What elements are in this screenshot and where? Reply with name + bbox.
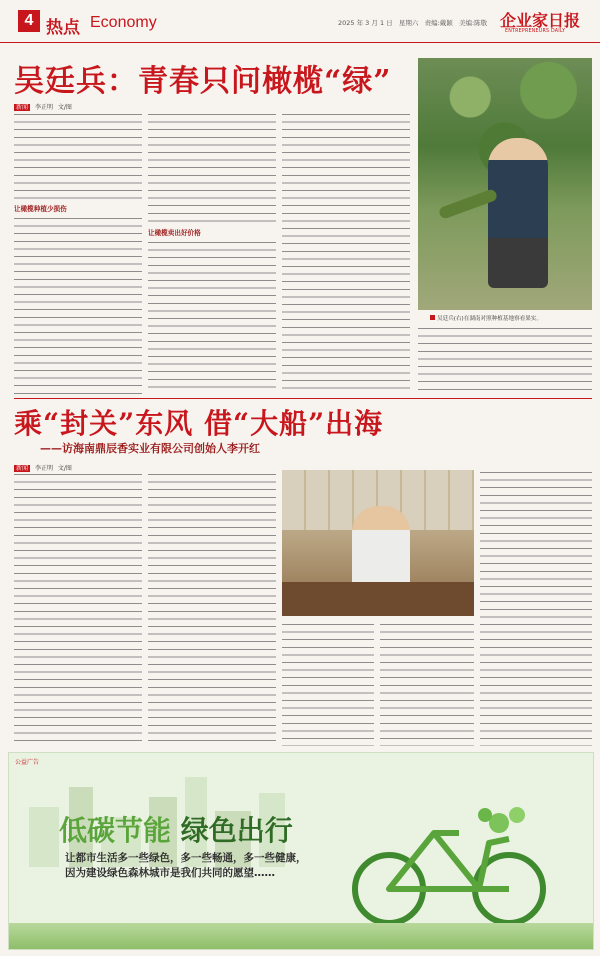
ground-grass [9,923,593,949]
article1-column-3 [282,112,410,394]
page-number: 4 [24,12,34,29]
text-block [480,470,592,746]
article2-column-5 [480,470,592,746]
ad-tag: 公益广告 [15,759,40,766]
public-service-ad [8,752,594,950]
ad-headline-dark: 绿色出行 [180,814,293,847]
article1-column-4 [418,326,592,394]
section-divider [14,398,592,399]
article1-subhead-1: 让橄榄种植少损伤 [14,205,67,213]
editor-name: 戴颖 [439,19,453,27]
text-block [14,472,142,746]
article2-column-1 [14,472,142,746]
paper-name: 企业家日报 [500,11,581,30]
person-figure [488,138,548,288]
page-header [0,0,600,46]
article2-column-4 [380,622,474,746]
text-block [418,326,592,394]
text-block [148,112,276,224]
desk [282,582,474,616]
article1-column-2 [148,112,276,394]
header-meta: 2025 年 3 月 1 日 星期六 责编:戴颖 美编:陈敬 [338,19,488,27]
ad-line-2: 因为建设绿色森林城市是我们共同的愿望…… [65,867,275,879]
designer-label: 美编 [458,19,472,27]
text-block [282,622,374,746]
article1-column-1 [14,112,142,394]
byline-author: 李正明 [34,465,53,472]
issue-weekday: 星期六 [398,19,419,27]
article2-column-2 [148,472,276,746]
byline-role: 文/图 [57,465,72,472]
text-block [14,216,142,394]
page-number-badge [18,10,40,32]
byline-role: 文/图 [57,104,72,111]
ad-headline-green: 低碳节能 [59,814,172,847]
ad-copy [65,851,307,881]
article1-byline [14,102,72,111]
article2-photo [282,470,474,616]
byline-label: 新闻 [16,465,29,472]
byline-label: 新闻 [16,104,29,111]
text-block [148,472,276,746]
caption-marker-icon [430,315,435,320]
article1-photo-caption [430,314,542,322]
editor-label: 责编 [424,19,438,27]
text-block [380,622,474,746]
article2-byline [14,463,72,472]
designer-name: 陈敬 [474,19,488,27]
bicycle-icon [339,793,559,933]
article2-column-3 [282,622,374,746]
article2-subtitle: ——访海南鼎辰香实业有限公司创始人李开红 [40,442,260,455]
issue-date: 2025 年 3 月 1 日 [338,19,393,27]
article1-headline: 吴廷兵：青春只问橄榄“绿” [14,64,392,99]
text-block [148,240,276,392]
header-rule [0,42,600,43]
article1-photo [418,58,592,310]
paper-name-en: ENTREPRENEURS DAILY [505,29,566,34]
section-title-en: Economy [90,14,157,31]
article2-headline: 乘“封关”东风 借“大船”出海 [14,407,384,440]
byline-author: 李正明 [34,104,53,111]
article1-subhead-2: 让橄榄卖出好价格 [148,229,201,237]
caption-text: 吴廷兵(右)在湖南对照种植基地察看果实。 [437,316,543,322]
section-title-cn: 热点 [46,18,80,38]
ad-line-1: 让都市生活多一些绿色，多一些畅通，多一些健康， [65,852,307,864]
text-block [282,112,410,394]
ad-headline [59,809,293,849]
text-block [14,112,142,200]
